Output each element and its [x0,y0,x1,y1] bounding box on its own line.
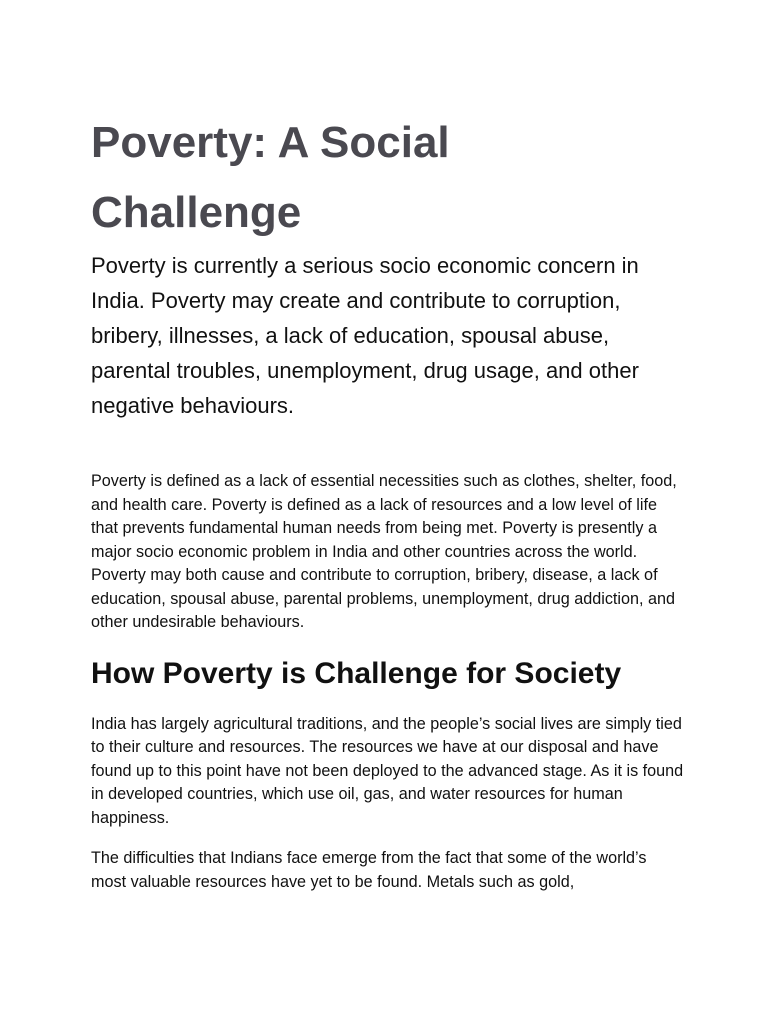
agriculture-paragraph: India has largely agricultural traditions, and the people’s social lives are simply tied to their culture and resources. The resources we have at our disposal and have found up to this point have not been deployed to the advanced stage. As it is found in developed countries, which use oil, gas, and water resources for human happiness. [91,714,684,827]
difficulties-paragraph: The difficulties that Indians face emerge from the fact that some of the world’s most valuable resources have yet to be found. Metals such as gold, [91,849,647,891]
lead-paragraph: Poverty is currently a serious socio economic concern in India. Poverty may create and contribute to corruption, bribery, illnesses, a lack of education, spousal abuse, parental troubles, unemployment, drug usage, and other negative behaviours. [91,253,639,418]
document-title: Poverty: A Social Challenge [91,118,450,237]
definition-paragraph: Poverty is defined as a lack of essential necessities such as clothes, shelter, food, and health care. Poverty is defined as a lack of resources and a low level of life that prevents fundamental human needs from being met. Poverty is presently a major socio economic problem in India and other countries across the world. Poverty may both cause and contribute to corruption, bribery, disease, a lack of education, spousal abuse, parental problems, unemployment, drug addiction, and other undesirable behaviours. [91,472,677,631]
document-page [91,108,691,894]
section-heading: How Poverty is Challenge for Society [91,656,622,690]
